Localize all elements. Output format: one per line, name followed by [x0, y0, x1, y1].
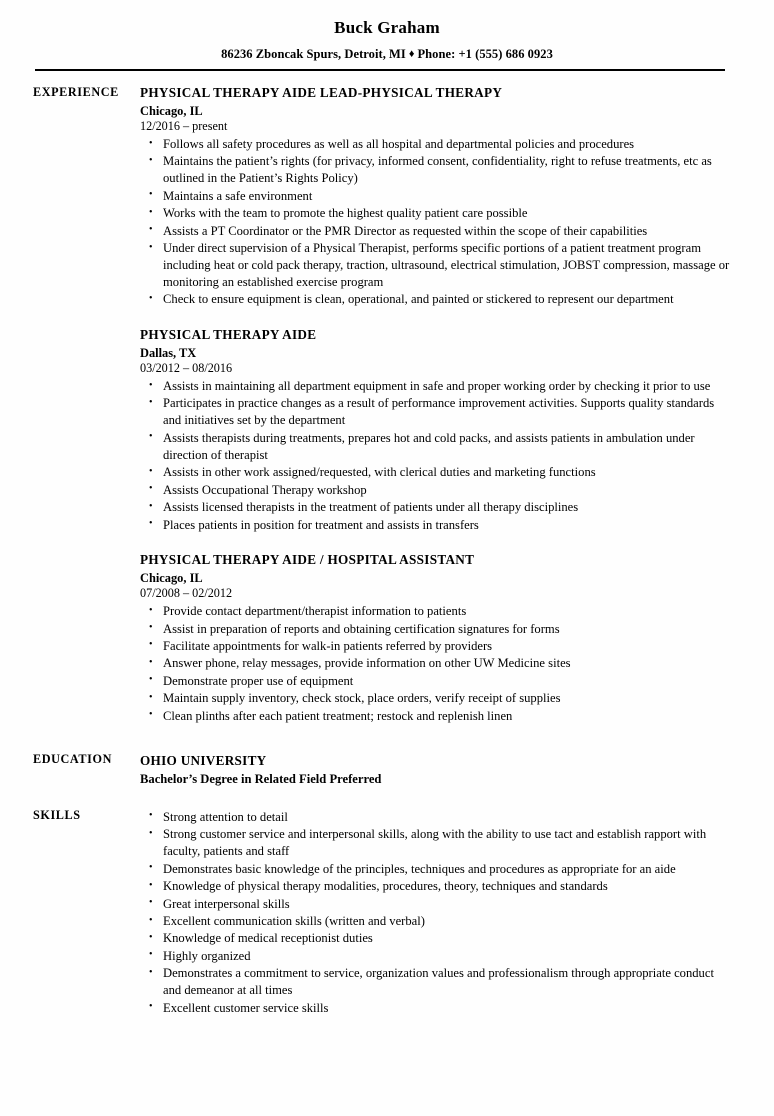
section-body-education — [140, 752, 774, 788]
header-divider — [35, 69, 725, 71]
list-item: • Assists licensed therapists in the treatment of patients under all therapy disciplines — [140, 499, 730, 516]
list-item: • Demonstrates basic knowledge of the principles, techniques and procedures as appropriate for an aide — [140, 861, 730, 878]
list-item: • Maintain supply inventory, check stock, place orders, verify receipt of supplies — [140, 690, 730, 707]
list-item: • Answer phone, relay messages, provide information on other UW Medicine sites — [140, 655, 730, 672]
education-school: OHIO UNIVERSITY — [140, 752, 267, 768]
skills-list — [140, 809, 730, 1017]
list-item: • Knowledge of physical therapy modalities, procedures, theory, techniques and standards — [140, 878, 730, 895]
job-title: PHYSICAL THERAPY AIDE / HOSPITAL ASSISTANT — [140, 552, 475, 568]
contact-phone: Phone: +1 (555) 686 0923 — [417, 47, 553, 62]
job-responsibility-list — [140, 378, 730, 533]
list-item: • Maintains a safe environment — [140, 188, 730, 205]
diamond-separator-icon: ♦ — [408, 48, 415, 61]
list-item: • Great interpersonal skills — [140, 896, 730, 913]
candidate-name: Buck Graham — [334, 18, 440, 37]
list-item: • Provide contact department/therapist information to patients — [140, 603, 730, 620]
list-item: • Under direct supervision of a Physical Therapist, performs specific portions of a patient treatment program including heat or cold pack therapy, traction, ultrasound, electrical stimulation, JOBST compression, massage or monitoring an established exercise program — [140, 240, 730, 291]
list-item: • Knowledge of medical receptionist duties — [140, 930, 730, 947]
experience-entry — [140, 552, 730, 724]
section-experience — [0, 85, 774, 724]
list-item: • Excellent customer service skills — [140, 1000, 730, 1017]
section-label-col-experience — [0, 85, 140, 100]
list-item: • Follows all safety procedures as well as all hospital and departmental policies and procedures — [140, 136, 730, 153]
job-location: Dallas, TX — [140, 346, 197, 361]
experience-entry — [140, 85, 730, 308]
section-body-skills — [140, 808, 774, 1016]
job-location: Chicago, IL — [140, 104, 203, 119]
list-item: • Assists a PT Coordinator or the PMR Director as requested within the scope of their capabilities — [140, 223, 730, 240]
list-item: • Excellent communication skills (written and verbal) — [140, 913, 730, 930]
contact-address: 86236 Zboncak Spurs, Detroit, MI — [221, 47, 406, 62]
list-item: • Strong customer service and interpersonal skills, along with the ability to use tact and establish rapport with faculty, patients and staff — [140, 826, 730, 860]
list-item: • Participates in practice changes as a result of performance improvement activities. Supports quality standards and initiatives set by the department — [140, 395, 730, 429]
section-skills — [0, 808, 774, 1016]
section-label-experience: EXPERIENCE — [33, 85, 119, 100]
experience-entry — [140, 327, 730, 533]
list-item: • Facilitate appointments for walk-in patients referred by providers — [140, 638, 730, 655]
list-item: • Check to ensure equipment is clean, operational, and painted or stickered to represent our department — [140, 291, 730, 308]
list-item: • Assist in preparation of reports and obtaining certification signatures for forms — [140, 621, 730, 638]
job-title: PHYSICAL THERAPY AIDE LEAD-PHYSICAL THERAPY — [140, 85, 503, 101]
section-label-education: EDUCATION — [33, 751, 112, 766]
list-item: • Strong attention to detail — [140, 809, 730, 826]
section-body-experience — [140, 85, 774, 724]
job-responsibility-list — [140, 603, 730, 725]
job-responsibility-list — [140, 136, 730, 308]
section-label-col-education — [0, 752, 140, 767]
job-location: Chicago, IL — [140, 571, 203, 586]
resume-header — [0, 0, 774, 71]
job-dates: 07/2008 – 02/2012 — [140, 586, 233, 601]
section-education — [0, 752, 774, 788]
list-item: • Works with the team to promote the highest quality patient care possible — [140, 205, 730, 222]
education-degree: Bachelor’s Degree in Related Field Preferred — [140, 771, 382, 786]
list-item: • Highly organized — [140, 948, 730, 965]
section-label-col-skills — [0, 808, 140, 823]
list-item: • Maintains the patient’s rights (for privacy, informed consent, confidentiality, right to refuse treatments, etc as outlined in the Patient’s Rights Policy) — [140, 153, 730, 187]
list-item: • Assists in maintaining all department equipment in safe and proper working order by checking it prior to use — [140, 378, 730, 395]
job-title: PHYSICAL THERAPY AIDE — [140, 327, 317, 343]
list-item: • Clean plinths after each patient treatment; restock and replenish linen — [140, 708, 730, 725]
list-item: • Demonstrates a commitment to service, organization values and professionalism through appropriate conduct and demeanor at all times — [140, 965, 730, 999]
section-label-skills: SKILLS — [33, 808, 81, 823]
list-item: • Demonstrate proper use of equipment — [140, 673, 730, 690]
list-item: • Assists in other work assigned/requested, with clerical duties and marketing functions — [140, 464, 730, 481]
job-dates: 12/2016 – present — [140, 119, 228, 134]
list-item: • Assists therapists during treatments, prepares hot and cold packs, and assists patients in ambulation under direction of therapist — [140, 430, 730, 464]
job-dates: 03/2012 – 08/2016 — [140, 361, 233, 376]
contact-line — [0, 47, 774, 62]
list-item: • Places patients in position for treatment and assists in transfers — [140, 517, 730, 534]
list-item: • Assists Occupational Therapy workshop — [140, 482, 730, 499]
